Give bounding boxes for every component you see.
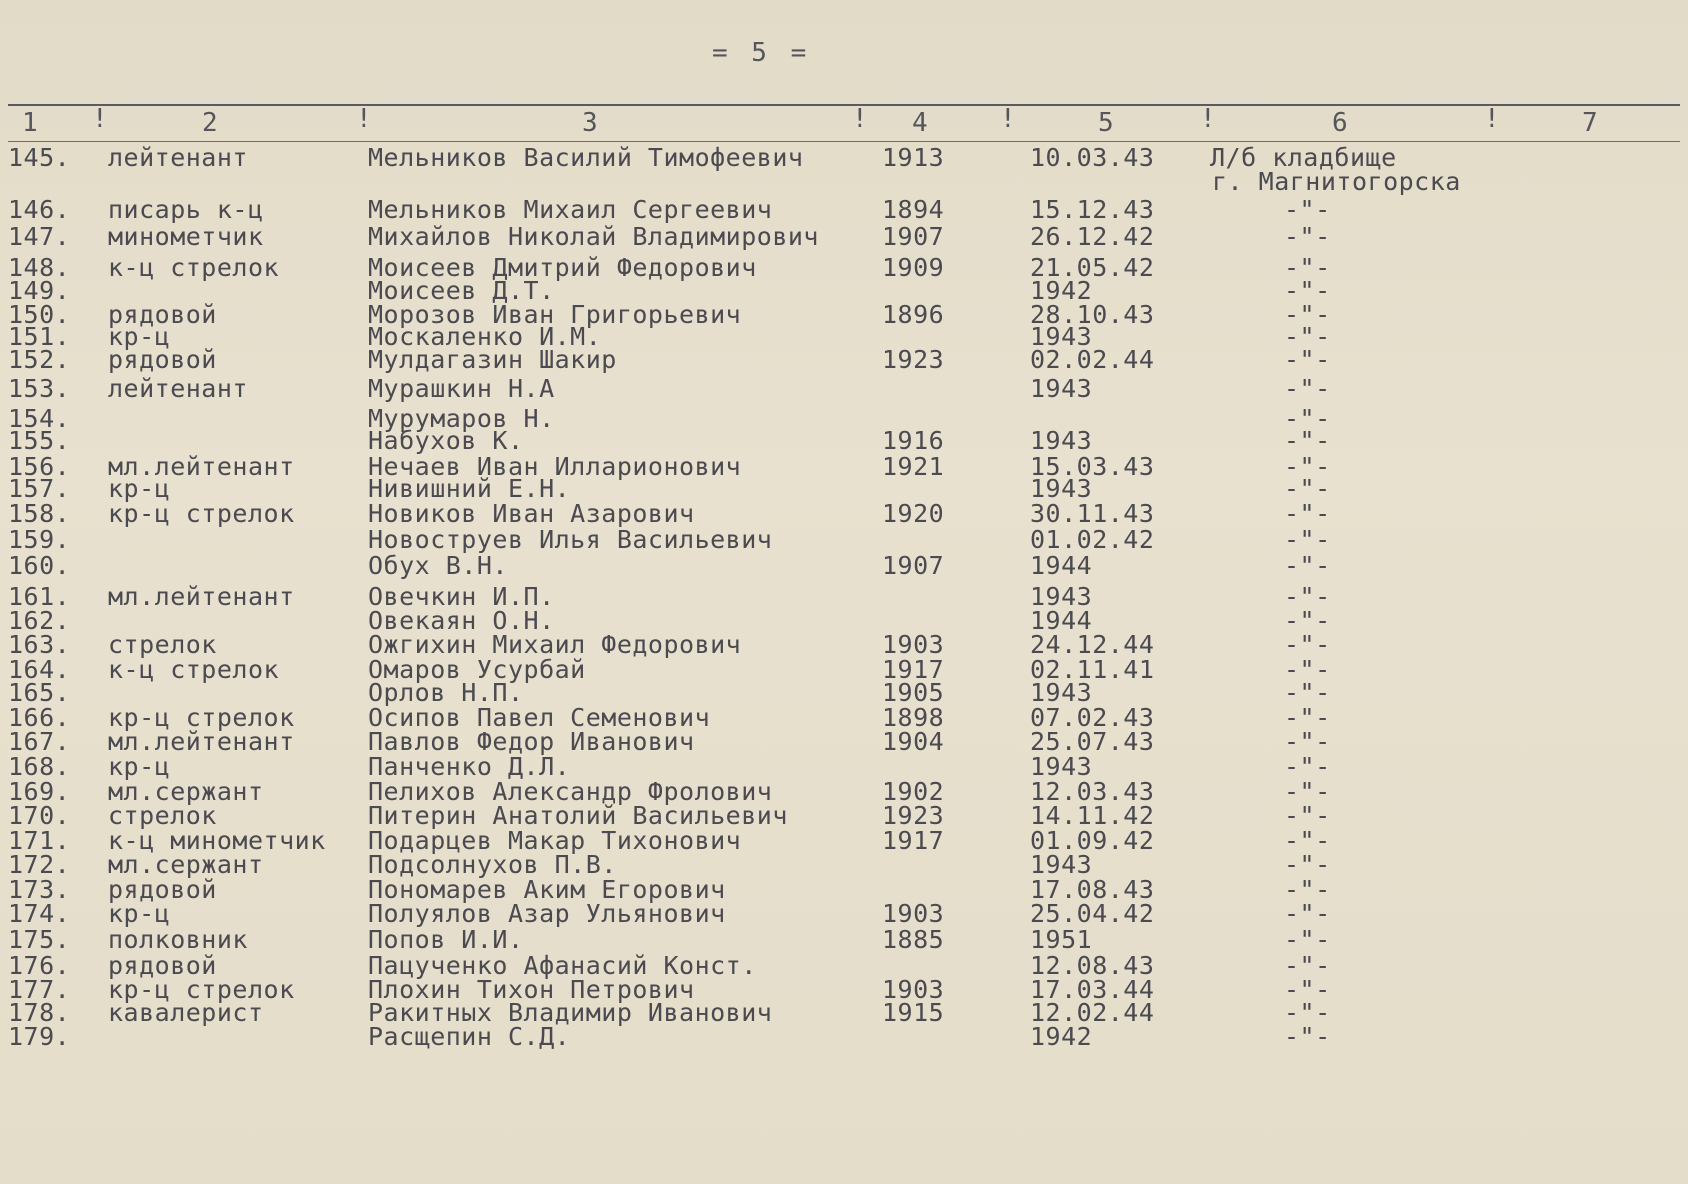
name-cell: Москаленко И.М. xyxy=(368,322,602,351)
row-number: 145. xyxy=(8,143,71,172)
table-row xyxy=(0,474,1688,503)
row-number: 147. xyxy=(8,222,71,251)
name-cell: Подсолнухов П.В. xyxy=(368,850,617,879)
birth-year-cell: 1920 xyxy=(882,499,945,528)
name-cell: Полуялов Азар Ульянович xyxy=(368,899,726,928)
name-cell: Нивишний Е.Н. xyxy=(368,474,571,503)
name-cell: Мельников Василий Тимофеевич xyxy=(368,143,804,172)
name-cell: Нечаев Иван Илларионович xyxy=(368,452,742,481)
row-number: 158. xyxy=(8,499,71,528)
row-number: 175. xyxy=(8,925,71,954)
header-rule xyxy=(8,141,1680,142)
name-cell: Обух В.Н. xyxy=(368,551,508,580)
burial-place-cell: -"- xyxy=(1284,404,1331,433)
death-date-cell: 25.04.42 xyxy=(1030,899,1155,928)
row-number: 152. xyxy=(8,345,71,374)
burial-place-cell: -"- xyxy=(1284,474,1331,503)
row-number: 171. xyxy=(8,826,71,855)
burial-place-cell: -"- xyxy=(1284,606,1331,635)
burial-place-cell: -"- xyxy=(1284,452,1331,481)
burial-place-cell: -"- xyxy=(1284,426,1331,455)
birth-year-cell: 1894 xyxy=(882,195,945,224)
row-number: 149. xyxy=(8,276,71,305)
birth-year-cell: 1903 xyxy=(882,975,945,1004)
birth-year-cell: 1917 xyxy=(882,826,945,855)
table-row xyxy=(0,499,1688,528)
death-date-cell: 1943 xyxy=(1030,582,1093,611)
death-date-cell: 07.02.43 xyxy=(1030,703,1155,732)
burial-place-cell: -"- xyxy=(1284,374,1331,403)
row-number: 159. xyxy=(8,525,71,554)
rank-cell: лейтенант xyxy=(108,143,248,172)
name-cell: Овечкин И.П. xyxy=(368,582,555,611)
death-date-cell: 1951 xyxy=(1030,925,1093,954)
row-number: 166. xyxy=(8,703,71,732)
table-row xyxy=(0,752,1688,781)
burial-place-cell: -"- xyxy=(1284,875,1331,904)
rank-cell: минометчик xyxy=(108,222,264,251)
burial-place-cell: -"- xyxy=(1284,276,1331,305)
birth-year-cell: 1921 xyxy=(882,452,945,481)
death-date-cell: 1943 xyxy=(1030,474,1093,503)
burial-place-cell: -"- xyxy=(1284,525,1331,554)
death-date-cell: 1942 xyxy=(1030,276,1093,305)
name-cell: Мулдагазин Шакир xyxy=(368,345,617,374)
death-date-cell: 15.03.43 xyxy=(1030,452,1155,481)
birth-year-cell: 1915 xyxy=(882,998,945,1027)
name-cell: Пацученко Афанасий Конст. xyxy=(368,951,757,980)
death-date-cell: 01.02.42 xyxy=(1030,525,1155,554)
name-cell: Орлов Н.П. xyxy=(368,678,524,707)
birth-year-cell: 1907 xyxy=(882,222,945,251)
burial-place-cell: -"- xyxy=(1284,222,1331,251)
header-separator: ! xyxy=(1200,104,1217,134)
birth-year-cell: 1917 xyxy=(882,655,945,684)
rank-cell: лейтенант xyxy=(108,374,248,403)
row-number: 146. xyxy=(8,195,71,224)
row-number: 157. xyxy=(8,474,71,503)
burial-place-cell: -"- xyxy=(1284,727,1331,756)
table-row xyxy=(0,777,1688,806)
table-row xyxy=(0,951,1688,980)
birth-year-cell: 1909 xyxy=(882,253,945,282)
death-date-cell: 21.05.42 xyxy=(1030,253,1155,282)
row-number: 154. xyxy=(8,404,71,433)
birth-year-cell: 1905 xyxy=(882,678,945,707)
table-row xyxy=(0,374,1688,403)
rank-cell: стрелок xyxy=(108,630,217,659)
name-cell: Набухов К. xyxy=(368,426,524,455)
rank-cell: к-ц минометчик xyxy=(108,826,326,855)
burial-place-cell: -"- xyxy=(1284,582,1331,611)
death-date-cell: 1943 xyxy=(1030,752,1093,781)
header-separator: ! xyxy=(92,104,109,134)
death-date-cell: 1944 xyxy=(1030,551,1093,580)
table-row xyxy=(0,630,1688,659)
header-separator: ! xyxy=(1000,104,1017,134)
rank-cell: к-ц стрелок xyxy=(108,655,280,684)
page-number: = 5 = xyxy=(712,38,811,68)
burial-place-cell: -"- xyxy=(1284,195,1331,224)
name-cell: Подарцев Макар Тихонович xyxy=(368,826,742,855)
burial-place-line1: Л/б кладбище xyxy=(1210,143,1397,172)
birth-year-cell: 1885 xyxy=(882,925,945,954)
name-cell: Морозов Иван Григорьевич xyxy=(368,300,742,329)
death-date-cell: 01.09.42 xyxy=(1030,826,1155,855)
burial-place-cell: -"- xyxy=(1284,975,1331,1004)
row-number: 161. xyxy=(8,582,71,611)
row-number: 165. xyxy=(8,678,71,707)
rank-cell: к-ц стрелок xyxy=(108,253,280,282)
burial-place-cell: -"- xyxy=(1284,899,1331,928)
birth-year-cell: 1898 xyxy=(882,703,945,732)
birth-year-cell: 1904 xyxy=(882,727,945,756)
birth-year-cell: 1896 xyxy=(882,300,945,329)
burial-place-cell: -"- xyxy=(1284,777,1331,806)
birth-year-cell: 1916 xyxy=(882,426,945,455)
table-row xyxy=(0,551,1688,580)
death-date-cell: 1943 xyxy=(1030,374,1093,403)
name-cell: Мурашкин Н.А xyxy=(368,374,555,403)
row-number: 162. xyxy=(8,606,71,635)
row-number: 170. xyxy=(8,801,71,830)
burial-place-cell: -"- xyxy=(1284,551,1331,580)
rank-cell: мл.сержант xyxy=(108,777,264,806)
name-cell: Питерин Анатолий Васильевич xyxy=(368,801,788,830)
death-date-cell: 17.03.44 xyxy=(1030,975,1155,1004)
birth-year-cell: 1907 xyxy=(882,551,945,580)
name-cell: Овекаян О.Н. xyxy=(368,606,555,635)
row-number: 153. xyxy=(8,374,71,403)
row-number: 169. xyxy=(8,777,71,806)
table-row xyxy=(0,582,1688,611)
death-date-cell: 26.12.42 xyxy=(1030,222,1155,251)
burial-place-cell: -"- xyxy=(1284,345,1331,374)
burial-place-cell: -"- xyxy=(1284,703,1331,732)
table-row xyxy=(0,345,1688,374)
table-row xyxy=(0,276,1688,305)
rank-cell: кр-ц стрелок xyxy=(108,975,295,1004)
table-row xyxy=(0,850,1688,879)
name-cell: Ожгихин Михаил Федорович xyxy=(368,630,742,659)
rank-cell: кр-ц xyxy=(108,752,171,781)
rank-cell: кр-ц xyxy=(108,899,171,928)
header-col-3: 3 xyxy=(582,108,599,138)
name-cell: Панченко Д.Л. xyxy=(368,752,571,781)
death-date-cell: 02.11.41 xyxy=(1030,655,1155,684)
header-separator: ! xyxy=(852,104,869,134)
burial-place-cell: -"- xyxy=(1284,998,1331,1027)
row-number: 168. xyxy=(8,752,71,781)
rank-cell: кр-ц xyxy=(108,474,171,503)
row-number: 174. xyxy=(8,899,71,928)
death-date-cell: 12.08.43 xyxy=(1030,951,1155,980)
header-separator: ! xyxy=(1484,104,1501,134)
header-col-4: 4 xyxy=(912,108,929,138)
rank-cell: мл.лейтенант xyxy=(108,452,295,481)
burial-place-cell: -"- xyxy=(1284,630,1331,659)
burial-place-cell: -"- xyxy=(1284,253,1331,282)
table-row xyxy=(0,222,1688,251)
name-cell: Ракитных Владимир Иванович xyxy=(368,998,773,1027)
burial-place-cell: -"- xyxy=(1284,499,1331,528)
name-cell: Михайлов Николай Владимирович xyxy=(368,222,819,251)
burial-place-cell: -"- xyxy=(1284,850,1331,879)
death-date-cell: 25.07.43 xyxy=(1030,727,1155,756)
row-number: 155. xyxy=(8,426,71,455)
burial-place-cell: -"- xyxy=(1284,826,1331,855)
name-cell: Плохин Тихон Петрович xyxy=(368,975,695,1004)
table-row xyxy=(0,925,1688,954)
table-row xyxy=(0,875,1688,904)
row-number: 151. xyxy=(8,322,71,351)
row-number: 179. xyxy=(8,1022,71,1051)
table-row xyxy=(0,525,1688,554)
row-number: 150. xyxy=(8,300,71,329)
row-number: 156. xyxy=(8,452,71,481)
death-date-cell: 14.11.42 xyxy=(1030,801,1155,830)
table-top-rule xyxy=(8,104,1680,106)
header-col-2: 2 xyxy=(202,108,219,138)
name-cell: Пелихов Александр Фролович xyxy=(368,777,773,806)
rank-cell: рядовой xyxy=(108,951,217,980)
name-cell: Осипов Павел Семенович xyxy=(368,703,711,732)
rank-cell: кр-ц стрелок xyxy=(108,499,295,528)
name-cell: Попов И.И. xyxy=(368,925,524,954)
rank-cell: писарь к-ц xyxy=(108,195,264,224)
name-cell: Мельников Михаил Сергеевич xyxy=(368,195,773,224)
table-row xyxy=(0,899,1688,928)
header-col-7: 7 xyxy=(1582,108,1599,138)
header-col-6: 6 xyxy=(1332,108,1349,138)
rank-cell: рядовой xyxy=(108,300,217,329)
rank-cell: кр-ц стрелок xyxy=(108,703,295,732)
table-row xyxy=(0,727,1688,756)
header-separator: ! xyxy=(356,104,373,134)
rank-cell: рядовой xyxy=(108,345,217,374)
name-cell: Павлов Федор Иванович xyxy=(368,727,695,756)
row-number: 177. xyxy=(8,975,71,1004)
rank-cell: рядовой xyxy=(108,875,217,904)
rank-cell: кавалерист xyxy=(108,998,264,1027)
row-number: 176. xyxy=(8,951,71,980)
row-number: 173. xyxy=(8,875,71,904)
birth-year-cell: 1923 xyxy=(882,801,945,830)
table-row xyxy=(0,143,1688,172)
death-date-cell: 02.02.44 xyxy=(1030,345,1155,374)
table-row xyxy=(0,703,1688,732)
table-row xyxy=(0,426,1688,455)
burial-place-cell: -"- xyxy=(1284,300,1331,329)
burial-place-cell: -"- xyxy=(1284,801,1331,830)
burial-place-cell: -"- xyxy=(1284,951,1331,980)
table-row xyxy=(0,998,1688,1027)
table-row xyxy=(0,1022,1688,1051)
rank-cell: стрелок xyxy=(108,801,217,830)
rank-cell: мл.сержант xyxy=(108,850,264,879)
name-cell: Мурумаров Н. xyxy=(368,404,555,433)
death-date-cell: 1943 xyxy=(1030,850,1093,879)
name-cell: Новиков Иван Азарович xyxy=(368,499,695,528)
birth-year-cell: 1923 xyxy=(882,345,945,374)
row-number: 172. xyxy=(8,850,71,879)
row-number: 167. xyxy=(8,727,71,756)
death-date-cell: 1943 xyxy=(1030,426,1093,455)
birth-year-cell: 1913 xyxy=(882,143,945,172)
name-cell: Расщепин С.Д. xyxy=(368,1022,571,1051)
row-number: 164. xyxy=(8,655,71,684)
death-date-cell: 1943 xyxy=(1030,322,1093,351)
death-date-cell: 28.10.43 xyxy=(1030,300,1155,329)
burial-place-cell: -"- xyxy=(1284,1022,1331,1051)
death-date-cell: 30.11.43 xyxy=(1030,499,1155,528)
birth-year-cell: 1903 xyxy=(882,899,945,928)
row-number: 163. xyxy=(8,630,71,659)
burial-place-line2: г. Магнитогорска xyxy=(1212,167,1461,196)
rank-cell: кр-ц xyxy=(108,322,171,351)
table-row xyxy=(0,801,1688,830)
header-col-5: 5 xyxy=(1098,108,1115,138)
burial-place-cell: -"- xyxy=(1284,322,1331,351)
row-number: 178. xyxy=(8,998,71,1027)
row-number: 160. xyxy=(8,551,71,580)
birth-year-cell: 1903 xyxy=(882,630,945,659)
rank-cell: полковник xyxy=(108,925,248,954)
table-row xyxy=(0,678,1688,707)
death-date-cell: 1942 xyxy=(1030,1022,1093,1051)
name-cell: Моисеев Дмитрий Федорович xyxy=(368,253,757,282)
name-cell: Моисеев Д.Т. xyxy=(368,276,555,305)
death-date-cell: 17.08.43 xyxy=(1030,875,1155,904)
burial-place-cell: -"- xyxy=(1284,655,1331,684)
burial-place-cell: -"- xyxy=(1284,925,1331,954)
death-date-cell: 15.12.43 xyxy=(1030,195,1155,224)
birth-year-cell: 1902 xyxy=(882,777,945,806)
header-col-1: 1 xyxy=(22,108,39,138)
table-row xyxy=(0,606,1688,635)
death-date-cell: 12.02.44 xyxy=(1030,998,1155,1027)
name-cell: Пономарев Аким Егорович xyxy=(368,875,726,904)
row-number: 148. xyxy=(8,253,71,282)
death-date-cell: 1943 xyxy=(1030,678,1093,707)
rank-cell: мл.лейтенант xyxy=(108,582,295,611)
rank-cell: мл.лейтенант xyxy=(108,727,295,756)
death-date-cell: 24.12.44 xyxy=(1030,630,1155,659)
table-row xyxy=(0,195,1688,224)
name-cell: Омаров Усурбай xyxy=(368,655,586,684)
death-date-cell: 10.03.43 xyxy=(1030,143,1155,172)
death-date-cell: 1944 xyxy=(1030,606,1093,635)
death-date-cell: 12.03.43 xyxy=(1030,777,1155,806)
burial-place-cell: -"- xyxy=(1284,678,1331,707)
table-row xyxy=(0,826,1688,855)
burial-place-cell: -"- xyxy=(1284,752,1331,781)
name-cell: Новоструев Илья Васильевич xyxy=(368,525,773,554)
